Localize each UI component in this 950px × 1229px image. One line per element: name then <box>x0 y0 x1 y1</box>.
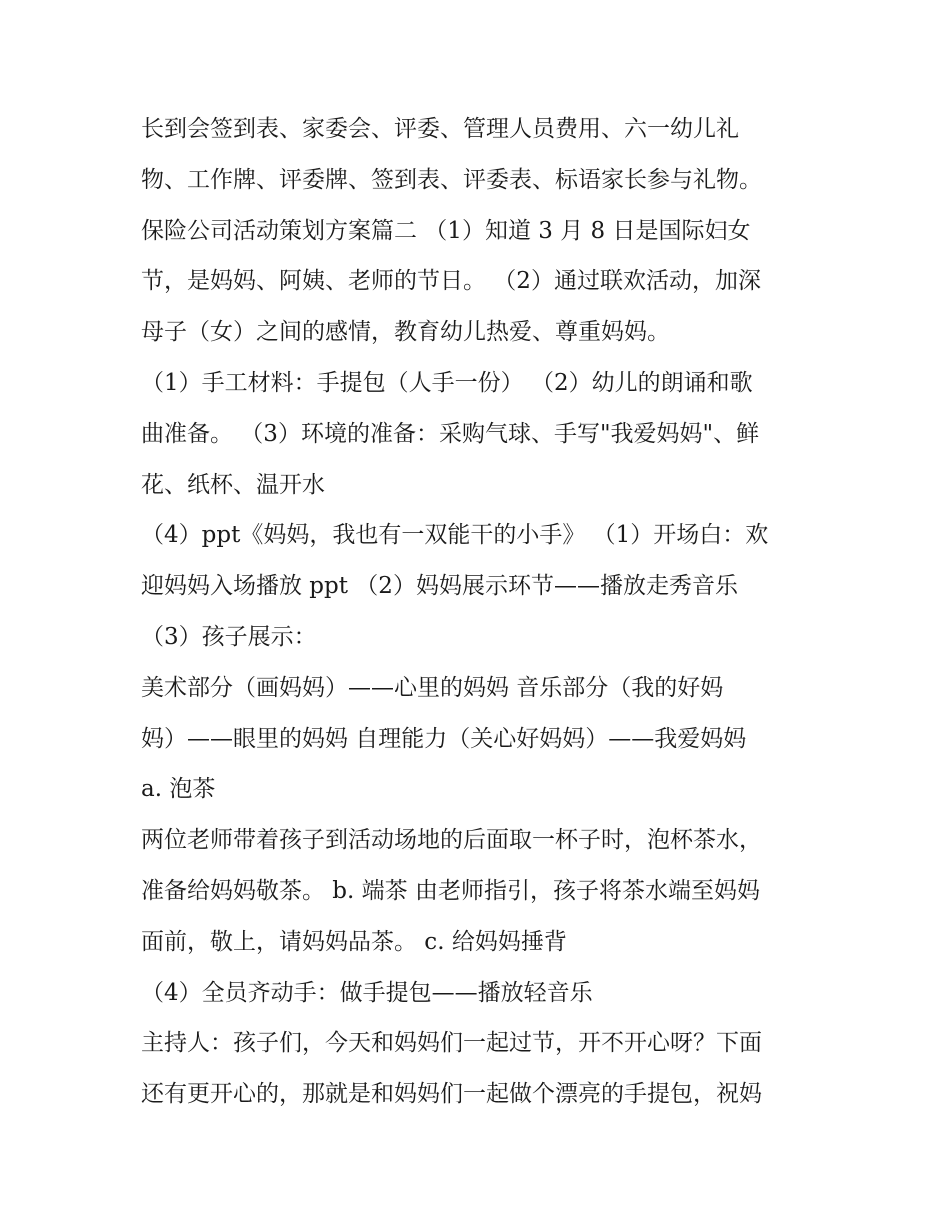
document-body <box>141 104 841 1120</box>
text-line: 美术部分（画妈妈）——心里的妈妈 音乐部分（我的好妈 <box>141 674 724 701</box>
text-line: （1）手工材料：手提包（人手一份） （2）幼儿的朗诵和歌 <box>141 369 753 396</box>
text-line: 节，是妈妈、阿姨、老师的节日。 （2）通过联欢活动，加深 <box>141 268 761 295</box>
text-line: 两位老师带着孩子到活动场地的后面取一杯子时，泡杯茶水， <box>141 827 762 854</box>
text-line: 保险公司活动策划方案篇二 （1）知道 3 月 8 日是国际妇女 <box>141 217 751 244</box>
text-line: 面前，敬上，请妈妈品茶。 c. 给妈妈捶背 <box>141 928 567 955</box>
text-line: 妈）——眼里的妈妈 自理能力（关心好妈妈）——我爱妈妈 <box>141 725 747 752</box>
text-line: 物、工作牌、评委牌、签到表、评委表、标语家长参与礼物。 <box>141 166 762 193</box>
text-line: 母子（女）之间的感情，教育幼儿热爱、尊重妈妈。 <box>141 319 670 346</box>
text-line: （4）ppt《妈妈，我也有一双能干的小手》 （1）开场白：欢 <box>141 522 769 549</box>
text-line: （4）全员齐动手：做手提包——播放轻音乐 <box>141 979 593 1006</box>
text-line: 迎妈妈入场播放 ppt （2）妈妈展示环节——播放走秀音乐 <box>141 573 738 600</box>
text-line: 曲准备。 （3）环境的准备：采购气球、手写"我爱妈妈"、鲜 <box>141 420 760 447</box>
text-line: a. 泡茶 <box>141 776 216 803</box>
text-line: 主持人：孩子们，今天和妈妈们一起过节，开不开心呀？下面 <box>141 1030 762 1057</box>
text-line: 准备给妈妈敬茶。 b. 端茶 由老师指引，孩子将茶水端至妈妈 <box>141 877 760 904</box>
text-line: 还有更开心的，那就是和妈妈们一起做个漂亮的手提包，祝妈 <box>141 1081 762 1108</box>
text-line: （3）孩子展示： <box>141 623 317 650</box>
text-line: 花、纸杯、温开水 <box>141 471 325 498</box>
text-line: 长到会签到表、家委会、评委、管理人员费用、六一幼儿礼 <box>141 116 739 142</box>
